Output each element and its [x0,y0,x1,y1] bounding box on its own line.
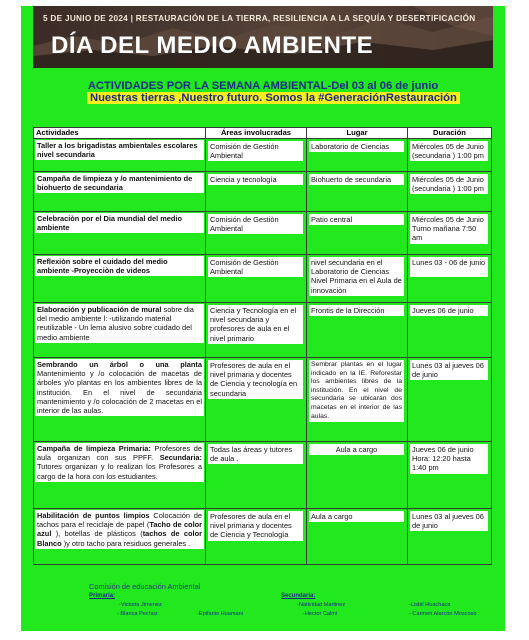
place-text: Laboratorio de Ciencias [309,141,404,152]
table-row [34,509,492,565]
staff-name: -Lisbil Huachaca [409,602,451,608]
banner-title: DÍA DEL MEDIO AMBIENTE [51,32,374,59]
areas-cell [206,442,307,509]
place-cell [307,509,408,565]
activity-text-segment: sobre dia del medio ambiente l: -utilizando material reutilizable - Un lema alusivo sobre cuidado del medio ambiente [37,305,194,342]
activity-cell [34,139,206,172]
activity-text-segment: Colocación de tachos para el reciclaje de papel ( [37,511,202,530]
duration-text: Jueves 06 de junio [410,305,488,316]
areas-cell [206,303,307,358]
areas-cell [206,172,307,212]
activities-table [33,127,492,565]
areas-text: Comisión de Gestiòn Ambiental [208,257,303,277]
areas-text: Ciencia y tecnología [208,174,303,185]
place-cell [307,172,408,212]
duration-cell [408,172,492,212]
primaria-label: Primaria: [89,593,116,599]
activity-text-segment: Profesores de aula organizan con sus PPFF. [37,444,202,463]
place-text: Aula a cargo [309,511,404,522]
activity-text-segment: Secundaria: [159,453,202,463]
areas-text: Profesores de aula en el nivel primaria y docentes de Ciencia y Tecnología [208,511,303,541]
header-areas: Áreas involucradas [206,128,307,139]
duration-cell [408,358,492,442]
activity-cell [34,255,206,303]
activity-text-segment: ), botellas de plásticos ( [51,529,143,539]
activity-text-segment: Elaboración y publicación de mural [37,305,162,314]
areas-cell [206,212,307,255]
staff-name: -Epifanio Huamani [197,611,244,617]
duration-cell [408,255,492,303]
place-text: Frontis de la Dirección [309,305,404,316]
duration-cell [408,442,492,509]
areas-text: Comisión de Gestión Ambiental [208,141,303,161]
place-cell [307,139,408,172]
duration-text: Miércoles 05 de Junio (secundaria ) 1:00 pm [410,174,488,194]
activity-text-segment: Reflexiòn sobre el cuidado del medio ambiente -Proyecciòn de videos [37,257,168,276]
table-row [34,255,492,303]
staff-name: - Carmen Alarcón Moscoso [409,611,477,617]
duration-text: Miércoles 05 de Junio (secundaria ) 1:00 pm [410,141,488,161]
activity-text-segment: tachos de color Blanco [37,529,202,548]
duration-cell [408,303,492,358]
activity-text [35,359,204,416]
activity-text [35,256,204,276]
staff-name: -Victoria Jimenez [119,602,162,608]
activity-text-segment: Habilitación de puntos limpios [37,511,150,520]
table-row [34,358,492,442]
activity-text-segment: Sembrando un árbol o una planta [37,360,202,369]
activity-text [35,443,204,482]
place-cell [307,442,408,509]
place-text: Patio central [309,214,404,225]
staff-name: -Hector Calmi [303,611,338,617]
activity-text-segment: Taller a los brigadistas ambientales escolares nivel secundaria [37,141,198,160]
activity-cell [34,303,206,358]
activity-text-segment: Mantenimiento y /o colocación de macetas de árboles y/o plantas en los ambientes libres de la institución. En el nivel de secundaria mantenimiento y /o colocación de 2 macetas en el interior de las aulas. [37,369,202,416]
header-duration: Duración [408,128,492,139]
duration-cell [408,509,492,565]
activity-cell [34,358,206,442]
activity-text [35,140,204,160]
areas-text: Comisión de Gestiòn Ambiental [208,214,303,234]
banner-date-line: 5 DE JUNIO DE 2024 | RESTAURACIÓN DE LA TIERRA, RESILIENCIA A LA SEQUÍA Y DESERTIFICACIÓN [43,14,476,23]
areas-cell [206,509,307,565]
table-row [34,172,492,212]
header-activities: Actividades [34,128,206,139]
table-row [34,212,492,255]
areas-text: Todas las áreas y tutores de aula . [208,444,303,464]
areas-cell [206,139,307,172]
duration-text: Lunes 03 al jueves 06 de junio [410,360,488,380]
duration-text: Jueves 06 de junio Hora: 12:20 hasta 1:40 pm [410,444,488,474]
staff-name: - Blanca Pechoz [117,611,158,617]
flyer-page [21,6,505,631]
areas-cell [206,255,307,303]
areas-text: Profesores de aula en el nivel primaria y docentes de Ciencia y tecnología en secundaria [208,360,303,399]
activity-cell [34,172,206,212]
activity-text-segment: )y otro tacho para residuos generales . [61,538,191,548]
activity-text-segment: Celebraciòn por el Dia mundial del medio ambiente [37,214,182,233]
activity-text-segment: Tutores organizan y lo realizan los Profesores a cargo de la hora con los estudiantes. [37,462,202,481]
activities-heading: ACTIVIDADES POR LA SEMANA AMBIENTAL-Del 03 al 06 de junio [87,80,439,92]
place-cell [307,358,408,442]
header-place: Lugar [307,128,408,139]
areas-cell [206,358,307,442]
slogan-heading: Nuestras tierras ,Nuestro futuro. Somos la #GeneraciónRestauración [87,92,460,104]
place-text: nivel secundaria en el Laboratorio de Ciencias Nivel Primaria en el Aula de innovaciòn [309,257,404,296]
table-row [34,442,492,509]
place-cell [307,212,408,255]
secundaria-label: Secundaria: [281,593,316,599]
place-text: Sembrar plantas en el lugar indicado en la IE. Reforestar los ambientes libres de la institución. En el nivel de secundaria se ubicarán dos macetas en el interior de las aulas. [309,360,404,422]
place-cell [307,303,408,358]
activity-text-segment: Primaria: [115,444,151,453]
place-cell [307,255,408,303]
activity-cell [34,442,206,509]
activity-cell [34,509,206,565]
activity-text-segment: Tacho de color azul [37,520,203,539]
activity-text [35,510,204,549]
header-banner [33,6,493,68]
activity-text-segment: Campaña de limpieza y /o mantenimiento de biohuerto de secundaria [37,174,193,193]
activity-text [35,304,204,343]
activity-text-segment: Campaña de limpieza [37,444,116,453]
place-text: Aula a cargo [309,444,404,455]
place-text: Biohuerto de secundaria [309,174,404,185]
commission-name: Comisión de educación Ambiental [89,582,201,591]
table-row [34,139,492,172]
activity-text [35,213,204,233]
table-row [34,303,492,358]
activity-cell [34,212,206,255]
duration-cell [408,212,492,255]
duration-text: Lunes 03 - 06 de junio [410,257,488,277]
table-header-row [34,128,492,139]
duration-text: Miércoles 05 de Junio Turno mañana 7:50 am [410,214,488,244]
activity-text [35,173,204,193]
duration-text: Lunes 03 al jueves 06 de junio [410,511,488,531]
areas-text: Ciencia y Tecnología en el nivel secundaria y profesores de aula en el nivel primario [208,305,303,344]
staff-name: -Natividad Martinez [297,602,346,608]
duration-cell [408,139,492,172]
